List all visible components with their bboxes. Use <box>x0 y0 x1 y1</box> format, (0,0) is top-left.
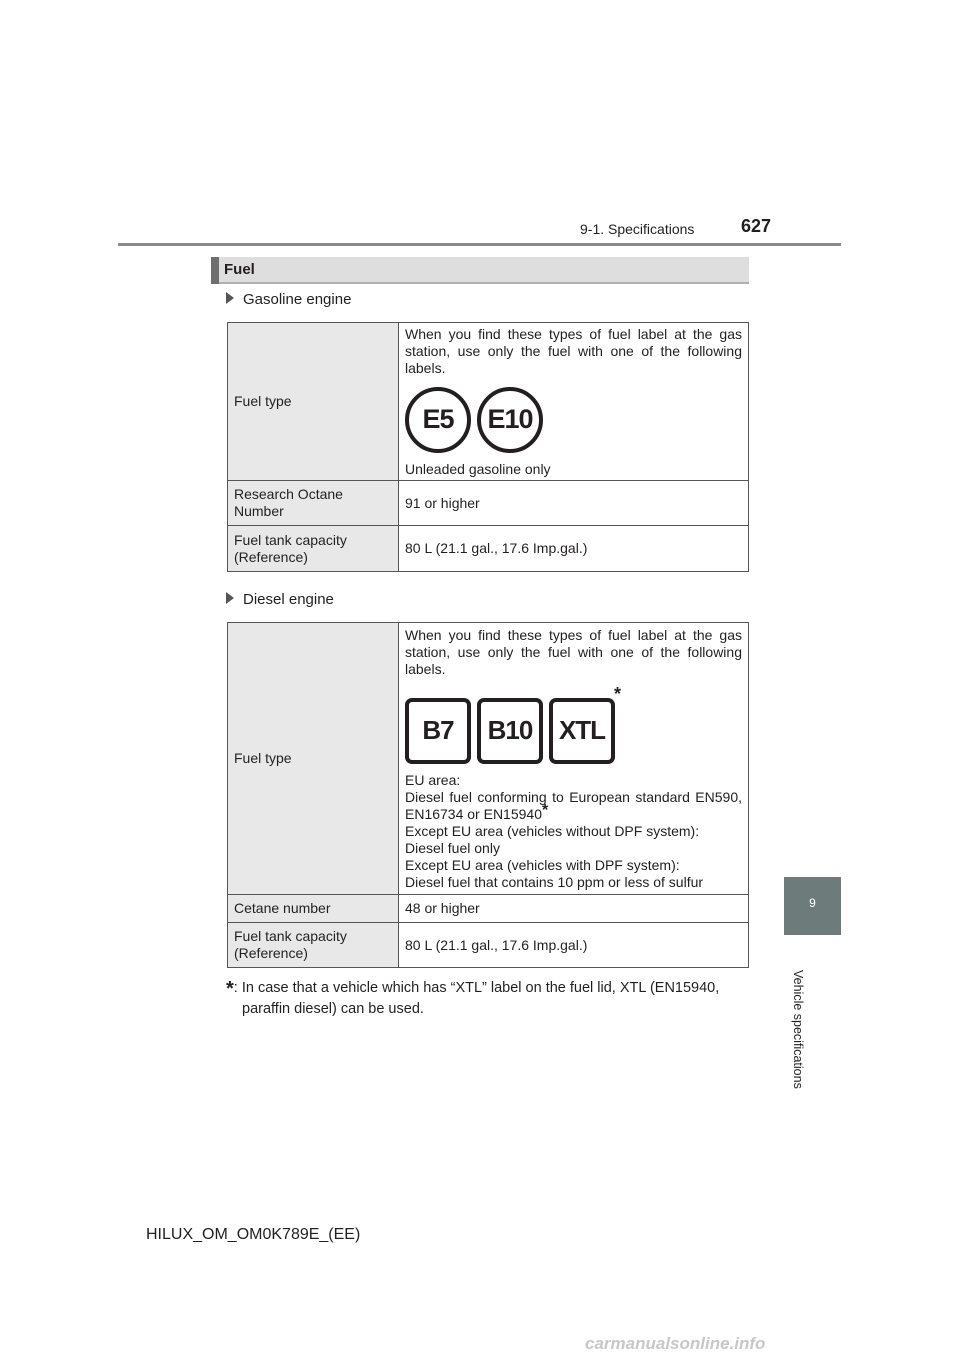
fuel-type-cell <box>399 323 749 481</box>
xtl-fuel-label-icon: XTL <box>549 698 615 764</box>
footnote-text-line2: paraffin diesel) can be used. <box>242 1001 424 1017</box>
section-title-bar <box>211 257 749 284</box>
e10-fuel-label-icon: E10 <box>477 387 543 453</box>
octane-value: 91 or higher <box>399 481 749 526</box>
fuel-type-label: Fuel type <box>228 623 399 895</box>
bullet-triangle-icon <box>226 592 234 604</box>
table-row <box>228 323 749 481</box>
b10-fuel-label-icon: B10 <box>477 698 543 764</box>
fuel-label-icons <box>405 683 742 764</box>
table-row <box>228 481 749 526</box>
tank-capacity-label: Fuel tank capacity (Reference) <box>228 923 399 968</box>
header-divider <box>118 243 841 246</box>
cetane-label: Cetane number <box>228 895 399 923</box>
section-reference: 9-1. Specifications <box>580 221 695 237</box>
gasoline-spec-table <box>227 322 749 572</box>
table-row <box>228 526 749 572</box>
footnote <box>226 978 750 1019</box>
fuel-type-cell <box>399 623 749 895</box>
gasoline-engine-heading <box>226 291 351 308</box>
diesel-engine-heading-text: Diesel engine <box>243 591 334 608</box>
section-title: Fuel <box>224 261 255 278</box>
non-eu-dpf-heading: Except EU area (vehicles with DPF system): <box>405 856 680 873</box>
fuel-type-note: Unleaded gasoline only <box>405 460 551 477</box>
fuel-type-instructions: When you find these types of fuel label at the gas station, use only the fuel with one of the following labels. <box>405 626 742 677</box>
octane-label: Research Octane Number <box>228 481 399 526</box>
chapter-tab-number: 9 <box>809 896 816 910</box>
tank-capacity-value: 80 L (21.1 gal., 17.6 Imp.gal.) <box>399 526 749 572</box>
footnote-mark: * <box>226 978 234 1000</box>
eu-area-text <box>405 789 742 823</box>
watermark: carmanualsonline.info <box>585 1334 766 1353</box>
cetane-value: 48 or higher <box>399 895 749 923</box>
page-number: 627 <box>741 216 772 236</box>
eu-area-heading: EU area: <box>405 771 461 788</box>
document-code: HILUX_OM_OM0K789E_(EE) <box>146 1226 361 1243</box>
fuel-label-icons <box>405 387 742 453</box>
table-row <box>228 923 749 968</box>
eu-area-text-body: Diesel fuel conforming to European standard EN590, EN16734 or EN15940 <box>405 788 742 822</box>
b7-fuel-label-icon: B7 <box>405 698 471 764</box>
fuel-type-label: Fuel type <box>228 323 399 481</box>
xtl-footnote-mark: * <box>613 683 621 704</box>
non-eu-dpf-text: Diesel fuel that contains 10 ppm or less of sulfur <box>405 873 704 890</box>
diesel-spec-table <box>227 622 749 968</box>
fuel-type-instructions: When you find these types of fuel label at the gas station, use only the fuel with one of the following labels. <box>405 325 742 376</box>
chapter-tab-label: Vehicle specifications <box>791 970 805 1089</box>
non-eu-no-dpf-heading: Except EU area (vehicles without DPF system): <box>405 822 700 839</box>
bullet-triangle-icon <box>226 292 234 304</box>
table-row <box>228 623 749 895</box>
e5-fuel-label-icon: E5 <box>405 387 471 453</box>
xtl-label-wrapper <box>549 683 621 764</box>
diesel-engine-heading <box>226 591 334 608</box>
gasoline-engine-heading-text: Gasoline engine <box>243 291 352 308</box>
tank-capacity-label: Fuel tank capacity (Reference) <box>228 526 399 572</box>
tank-capacity-value: 80 L (21.1 gal., 17.6 Imp.gal.) <box>399 923 749 968</box>
footnote-text-line1: : In case that a vehicle which has “XTL” label on the fuel lid, XTL (EN15940, <box>233 980 720 996</box>
non-eu-no-dpf-text: Diesel fuel only <box>405 839 500 856</box>
section-title-accent <box>211 257 219 284</box>
table-row <box>228 895 749 923</box>
eu-footnote-mark: * <box>542 801 549 819</box>
